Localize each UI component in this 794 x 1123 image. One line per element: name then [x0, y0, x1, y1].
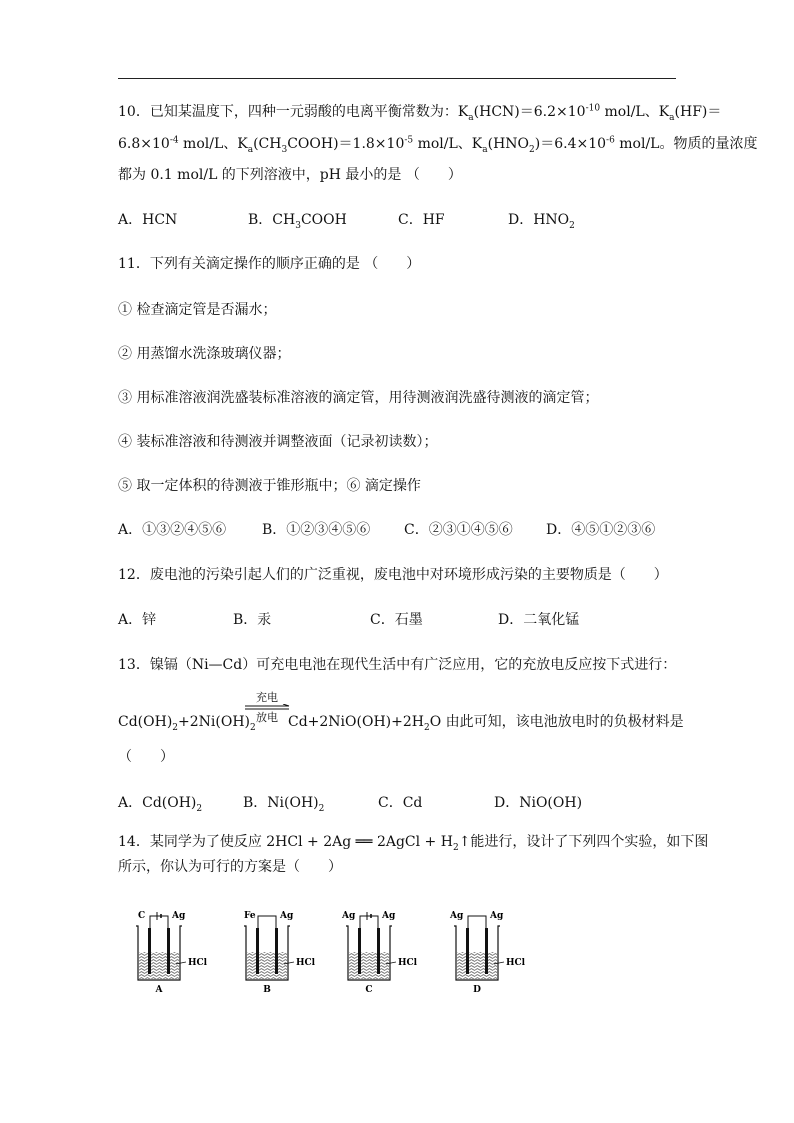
figure-b: [244, 911, 316, 995]
q13-equation-right: $Cd+2NiO(OH)+2H_2O$ 由此可知，该电池放电时的负极材料是: [288, 714, 684, 733]
q11-step-5: ⑤ 取一定体积的待测液于锥形瓶中；⑥ 滴定操作: [118, 478, 421, 494]
q10-option-b: B．$CH_3COOH$: [248, 212, 347, 231]
arrow-label-discharge: 放电: [256, 711, 278, 724]
q12-option-c: C．石墨: [370, 612, 423, 628]
fig-a-label: A: [155, 985, 163, 995]
q11-option-c: C．②③①④⑤⑥: [404, 522, 513, 538]
q13-equation-left: $Cd(OH)_2+2Ni(OH)_2$: [118, 714, 256, 733]
figure-a: [136, 911, 208, 995]
fig-a-left-electrode: C: [138, 911, 146, 921]
fig-a-solution-label: HCl: [188, 958, 208, 968]
q14-apparatus-figures: [128, 908, 548, 998]
q13-option-a: A．$Cd(OH)_2$: [118, 795, 203, 814]
q10-option-d: D．$HNO_2$: [508, 212, 575, 231]
fig-b-wire: [258, 916, 276, 930]
q11-option-a: A．①③②④⑤⑥: [118, 522, 227, 538]
arrow-label-charge: 充电: [256, 691, 278, 704]
q10-option-c: C．HF: [398, 212, 445, 228]
figure-d: [449, 911, 526, 995]
q11-step-2: ② 用蒸馏水洗涤玻璃仪器；: [118, 346, 291, 362]
fig-c-solution-label: HCl: [398, 958, 418, 968]
fig-b-solution: [247, 952, 287, 979]
q13-option-b: B．$Ni(OH)_2$: [243, 795, 325, 814]
q12-stem: 12．废电池的污染引起人们的广泛重视，废电池中对环境形成污染的主要物质是（ ）: [118, 567, 668, 583]
fig-c-wire: [360, 916, 378, 930]
q14-stem-line2: 所示，你认为可行的方案是（ ）: [118, 859, 342, 875]
q13-paren: （ ）: [118, 749, 174, 765]
q13-stem: 13．镍镉（Ni—Cd）可充电电池在现代生活中有广泛应用，它的充放电反应按下式进行：: [118, 657, 677, 673]
q11-option-d: D．④⑤①②③⑥: [546, 522, 656, 538]
q13-option-d: D．NiO(OH): [494, 795, 583, 811]
q12-option-b: B．汞: [233, 612, 272, 628]
fig-d-solution-label: HCl: [506, 958, 526, 968]
fig-d-solution: [457, 952, 497, 979]
fig-a-electrode-left-bar: [148, 928, 151, 974]
fig-b-label: B: [263, 985, 271, 995]
figure-c: [341, 911, 418, 995]
fig-a-solution: [139, 952, 179, 979]
q10-line1: 10．已知某温度下，四种一元弱酸的电离平衡常数为：$K_a(HCN)=6.2\times 10^{-10}$ mol/L、$K_a(HF)=$: [118, 103, 722, 123]
fig-b-right-electrode: Ag: [280, 911, 294, 921]
q11-stem: 11．下列有关滴定操作的顺序正确的是 （ ）: [118, 256, 421, 272]
fig-d-right-electrode: Ag: [490, 911, 504, 921]
q11-option-b: B．①②③④⑤⑥: [262, 522, 371, 538]
q12-option-d: D．二氧化锰: [498, 612, 580, 628]
q10-option-a: A．HCN: [118, 212, 178, 228]
fig-b-solution-label: HCl: [296, 958, 316, 968]
q12-option-a: A．锌: [118, 612, 157, 628]
fig-d-label: D: [473, 985, 481, 995]
fig-c-label: C: [365, 985, 373, 995]
header-rule: [118, 78, 676, 79]
q13-option-c: C．Cd: [378, 795, 423, 811]
fig-a-wire: [150, 916, 168, 930]
q11-step-4: ④ 装标准溶液和待测液并调整液面（记录初读数）；: [118, 434, 438, 450]
fig-c-right-electrode: Ag: [382, 911, 396, 921]
fig-a-right-electrode: Ag: [172, 911, 186, 921]
fig-d-wire: [468, 916, 486, 930]
fig-c-left-electrode: Ag: [342, 911, 356, 921]
q11-step-3: ③ 用标准溶液润洗盛装标准溶液的滴定管，用待测液润洗盛待测液的滴定管；: [118, 390, 599, 406]
fig-a-electrode-right-bar: [167, 928, 170, 974]
q14-stem-line1: 14．某同学为了使反应 2HCl + 2Ag ══ 2AgCl + $H_2↑$能进行，设计了下列四个实验，如下图: [118, 834, 709, 853]
fig-b-left-electrode: Fe: [244, 911, 256, 921]
q10-line2: $6.8\times 10^{-4}$ mol/L、$K_a(CH_3COOH)=1.8\times 10^{-5}$ mol/L、$K_a(HNO_2)=6.4\times 10^{-6}$ mol/L。物质的量浓度: [118, 135, 758, 155]
q10-line3: 都为 0.1 mol/L 的下列溶液中，pH 最小的是 （ ）: [118, 167, 462, 183]
fig-c-solution: [349, 952, 389, 979]
q11-step-1: ① 检查滴定管是否漏水；: [118, 302, 277, 318]
fig-d-left-electrode: Ag: [450, 911, 464, 921]
